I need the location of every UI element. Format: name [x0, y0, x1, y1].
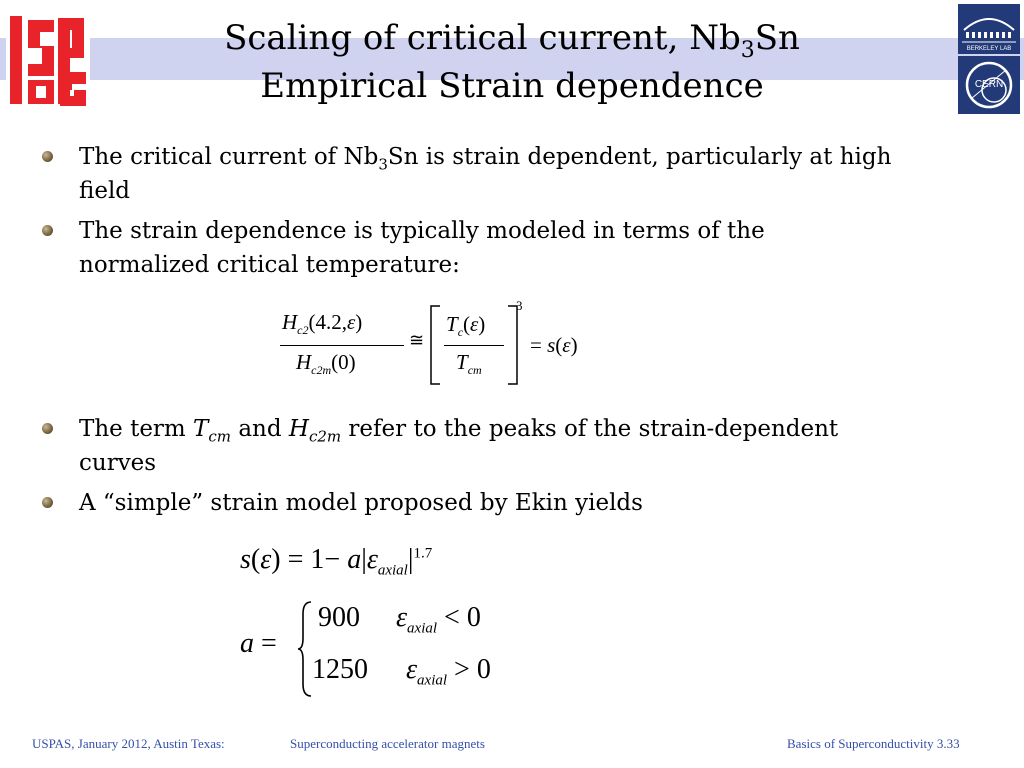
bullet-1-text-cont: Sn is strain dependent, particularly at high	[387, 144, 892, 170]
bullet-3-text-cont: refer to the peaks of the strain-dependent	[341, 416, 839, 442]
bullet-item-2	[42, 214, 942, 284]
equation-2: $s(\varepsilon) = 1- a|\varepsilon_{axial}|^{1.7}$	[240, 544, 433, 579]
bullet-icon	[42, 497, 53, 508]
eq1-rhs: = s(ε)	[530, 333, 578, 357]
bullet-1-text: The critical current of Nb	[79, 144, 379, 170]
cern-label: CERN	[974, 79, 1004, 90]
bullet-icon	[42, 423, 53, 434]
eq1-right-bracket	[506, 304, 520, 386]
eq1-denominator: $H_{c2m}(0)$	[296, 350, 356, 378]
eq1-power: 3	[516, 298, 523, 313]
bullet-1-subscript: 3	[378, 155, 388, 174]
bullet-4-text: A “simple” strain model proposed by Ekin yields	[79, 490, 643, 516]
bullet-3-text: The term	[79, 416, 194, 442]
bullet-3-H: H	[288, 416, 309, 442]
title-line1-suffix: Sn	[754, 18, 800, 58]
bullet-3-T: T	[193, 416, 209, 442]
bullet-icon	[42, 225, 53, 236]
bullet-2-line2: normalized critical temperature:	[79, 252, 460, 278]
eq1-inner-numerator: $T_c(\varepsilon)$	[446, 312, 486, 340]
bullet-item-4	[42, 486, 942, 522]
equation-3	[240, 596, 560, 700]
bullet-item-3	[42, 412, 942, 482]
bullet-1-line2: field	[79, 178, 131, 204]
title-line1-text: Scaling of critical current, Nb	[224, 18, 741, 58]
eq1-numerator: $H_{c2}(4.2,\varepsilon)$	[282, 310, 363, 338]
berkeley-lab-label: BERKELEY LAB	[966, 46, 1012, 52]
bullet-2-line1: The strain dependence is typically modeled in terms of the	[79, 218, 765, 244]
equation-1	[270, 300, 630, 390]
footer-right: Basics of Superconductivity 3.33	[787, 736, 960, 751]
eq1-inner-denominator: $T_{cm}$	[456, 350, 482, 378]
eq1-left-bracket	[428, 304, 442, 386]
footer-left: USPAS, January 2012, Austin Texas:	[32, 736, 225, 751]
eq1-relation: ≅	[409, 330, 425, 350]
eq1-inner-fraction-bar	[444, 345, 504, 346]
bullet-item-1	[42, 140, 942, 210]
bullet-3-T-sub: cm	[208, 427, 232, 446]
eq1-fraction-bar	[280, 345, 404, 346]
eq3-case-2: 1250 $\varepsilon_{axial} > 0$	[312, 654, 491, 689]
bullet-3-line2: curves	[79, 450, 157, 476]
bullet-3-and: and	[231, 416, 289, 442]
eq3-case-1: 900 $\varepsilon_{axial} < 0$	[318, 602, 481, 637]
page-subtitle: Empirical Strain dependence	[260, 66, 764, 106]
bullet-icon	[42, 151, 53, 162]
eq3-lhs: a =	[240, 628, 277, 659]
footer-middle: Superconducting accelerator magnets	[290, 736, 485, 751]
bullet-3-H-sub: c2m	[308, 427, 342, 446]
title-subscript: 3	[740, 37, 755, 63]
